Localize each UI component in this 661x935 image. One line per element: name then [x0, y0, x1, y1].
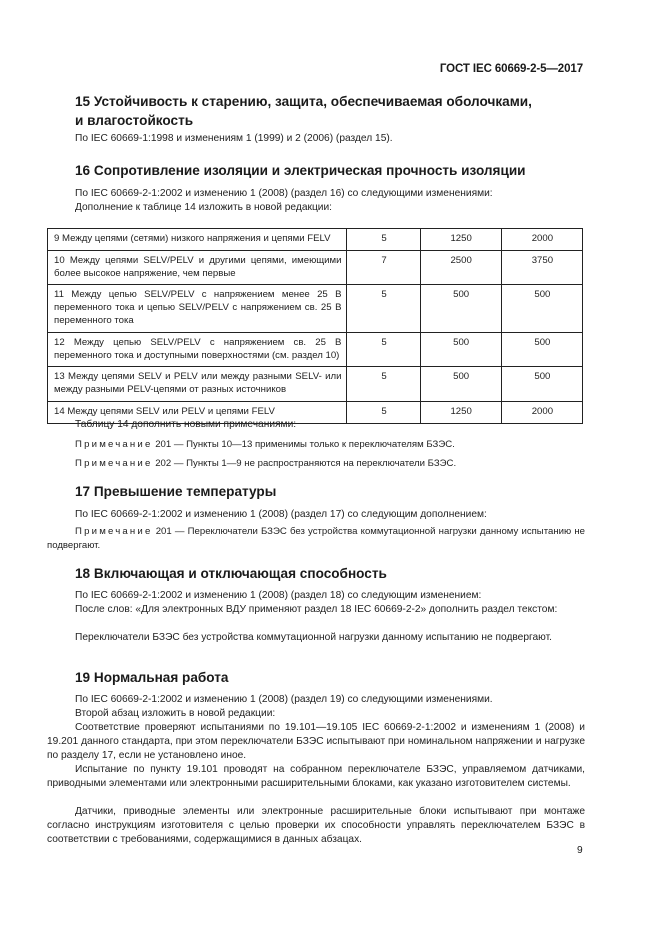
section-16-paragraph-1: По IEC 60669-2-1:2002 и изменению 1 (2008) (раздел 16) со следующими изменениями:: [75, 188, 493, 199]
section-15-title-line1: 15 Устойчивость к старению, защита, обеспечиваемая оболочками,: [75, 94, 532, 109]
section-19-paragraph-1: По IEC 60669-2-1:2002 и изменению 1 (2008) (раздел 19) со следующими изменениями.: [75, 694, 493, 705]
section-17-note-201: [47, 525, 585, 552]
row-value-1: 5: [347, 229, 420, 251]
table-row: [48, 332, 583, 367]
row-value-2: 2500: [420, 250, 501, 285]
note-text: 201 — Переключатели БЗЭС без устройства коммутационной нагрузки данному испытанию не подвергают.: [47, 526, 585, 551]
note-202: [75, 457, 585, 471]
table-row: [48, 367, 583, 402]
section-15-paragraph: По IEC 60669-1:1998 и изменениям 1 (1999) и 2 (2006) (раздел 15).: [75, 133, 393, 144]
row-value-3: 500: [501, 332, 582, 367]
row-value-2: 1250: [420, 229, 501, 251]
note-text: 201 — Пункты 10—13 применимы только к переключателям БЗЭС.: [152, 439, 455, 450]
row-value-3: 2000: [501, 229, 582, 251]
section-17-paragraph: По IEC 60669-2-1:2002 и изменению 1 (2008) (раздел 17) со следующим дополнением:: [75, 509, 487, 520]
section-16-paragraph-2: Дополнение к таблице 14 изложить в новой редакции:: [75, 202, 332, 213]
row-description: 11 Между цепью SELV/PELV с напряжением менее 25 В переменного тока и цепью SELV/PELV с напряжением св. 25 В переменного тока: [48, 285, 347, 332]
row-value-2: 500: [420, 332, 501, 367]
row-description: 12 Между цепью SELV/PELV с напряжением св. 25 В переменного тока и доступными поверхностями (см. раздел 10): [48, 332, 347, 367]
row-value-3: 2000: [501, 401, 582, 423]
row-value-2: 1250: [420, 401, 501, 423]
note-label: Примечание: [75, 439, 153, 450]
section-19-paragraph-5: Датчики, приводные элементы или электронные расширительные блоки испытывают при монтаже согласно инструкциям изготовителя с целью проверки их способности управлять переключателем БЗЭС в соответствии с требованиями, содержащимися в данных абзацах.: [47, 806, 585, 846]
table-row: [48, 229, 583, 251]
row-value-1: 5: [347, 401, 420, 423]
note-label: Примечание: [75, 526, 153, 537]
page-number: 9: [577, 845, 583, 856]
table-row: [48, 285, 583, 332]
table-row: [48, 250, 583, 285]
table-notes-intro: Таблицу 14 дополнить новыми примечаниями:: [75, 419, 297, 430]
standard-code-header: ГОСТ IEC 60669-2-5—2017: [439, 63, 583, 75]
section-18-paragraph-2: После слов: «Для электронных ВДУ применяют раздел 18 IEC 60669-2-2» дополнить раздел текстом:: [75, 604, 558, 615]
row-value-1: 5: [347, 285, 420, 332]
section-19-title: 19 Нормальная работа: [75, 670, 229, 685]
row-value-1: 5: [347, 332, 420, 367]
section-18-paragraph-1: По IEC 60669-2-1:2002 и изменению 1 (2008) (раздел 18) со следующим изменением:: [75, 590, 482, 601]
row-value-2: 500: [420, 367, 501, 402]
row-description: 10 Между цепями SELV/PELV и другими цепями, имеющими более высокое напряжение, чем первые: [48, 250, 347, 285]
section-15-title: [75, 92, 595, 130]
section-19-paragraph-3: Соответствие проверяют испытаниями по 19.101—19.105 IEC 60669-2-1:2002 и изменениям 1 (2008) и 19.201 данного стандарта, при этом переключатели БЗЭС испытывают при номинальном напряжении и нагрузке по разделу 17, если не установлено иное.: [47, 722, 585, 762]
row-description: 9 Между цепями (сетями) низкого напряжения и цепями FELV: [48, 229, 347, 251]
section-19-paragraph-4: Испытание по пункту 19.101 проводят на собранном переключателе БЗЭС, управляемом датчиками, приводными элементами или электронными расширительными блоками, как указано изготовителем системы.: [47, 764, 585, 790]
row-value-3: 3750: [501, 250, 582, 285]
row-description: 14 Между цепями SELV или PELV и цепями FELV: [48, 401, 347, 423]
table-14-addendum: [47, 228, 583, 424]
row-value-1: 5: [347, 367, 420, 402]
note-label: Примечание: [75, 458, 153, 469]
section-19-paragraph-2: Второй абзац изложить в новой редакции:: [75, 708, 276, 719]
row-value-2: 500: [420, 285, 501, 332]
section-15-title-line2: и влагостойкость: [75, 113, 194, 128]
row-value-3: 500: [501, 285, 582, 332]
note-201: [75, 438, 585, 452]
row-value-3: 500: [501, 367, 582, 402]
section-18-title: 18 Включающая и отключающая способность: [75, 566, 387, 581]
section-18-paragraph-3: Переключатели БЗЭС без устройства коммутационной нагрузки данному испытанию не подвергают.: [75, 632, 552, 643]
section-16-title: 16 Сопротивление изоляции и электрическая прочность изоляции: [75, 163, 526, 178]
row-description: 13 Между цепями SELV и PELV или между разными SELV- или между разными PELV-цепями от разных источников: [48, 367, 347, 402]
row-value-1: 7: [347, 250, 420, 285]
section-17-title: 17 Превышение температуры: [75, 484, 277, 499]
note-text: 202 — Пункты 1—9 не распространяются на переключатели БЗЭС.: [152, 458, 457, 469]
